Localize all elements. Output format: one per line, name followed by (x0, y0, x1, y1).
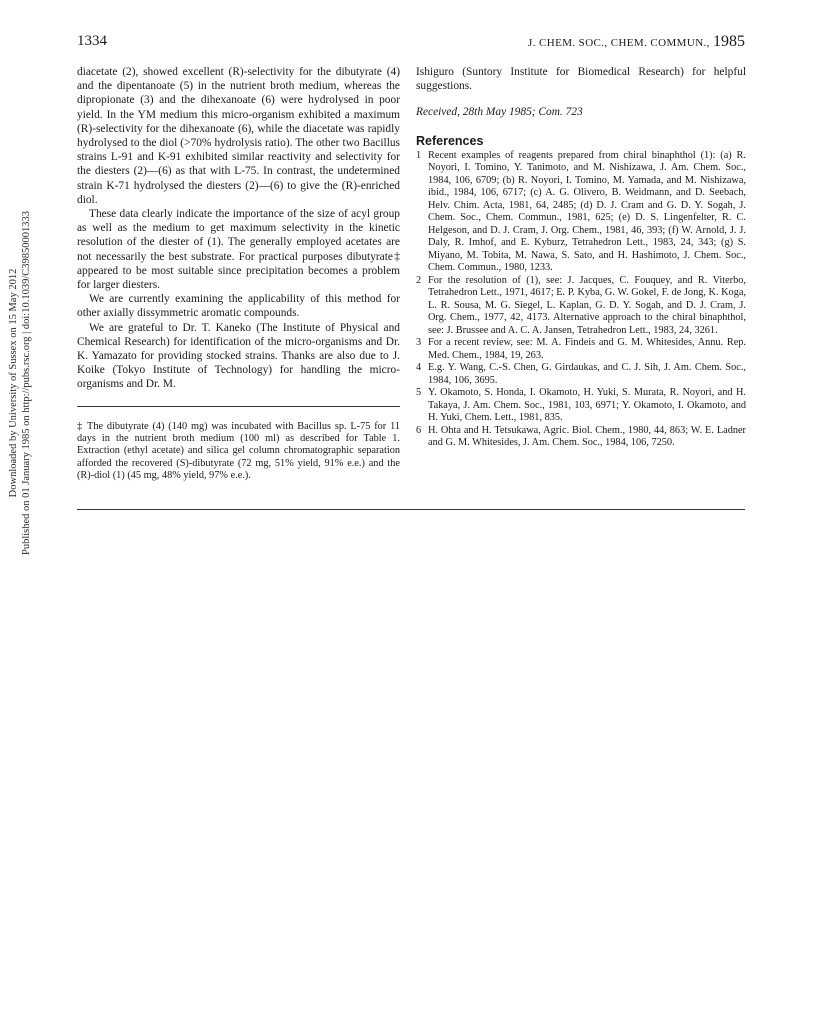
reference-list (416, 150, 746, 450)
download-watermark (4, 158, 36, 608)
reference-item: 1 Recent examples of reagents prepared from chiral binaphthol (1): (a) R. Noyori, I. Tomino, Y. Tanimoto, and M. Nishizawa, J. Am. Chem. Soc., 1984, 106, 6709; (b) R. Noyori, I. Tomino, M. Yamada, and M. Nishizawa, ibid., 1984, 106, 6717; (c) A. G. Olivero, B. Weidmann, and D. Seebach, Helv. Chim. Acta, 1981, 64, 2485; (d) D. J. Cram and G. D. Y. Sogah, J. Chem. Soc., Chem. Commun., 1981, 625; (e) D. S. Lingenfelter, R. C. Helgeson, and D. J. Cram, J. Org. Chem., 1981, 46, 393; (f) W. Arnold, J. J. Daly, R. Imhof, and E. Kyburz, Tetrahedron Lett., 1983, 24, 343; (g) S. Miyano, M. Tobita, M. Nawa, S. Sato, and H. Hashimoto, J. Chem. Soc., Chem. Commun., 1980, 1233. (416, 149, 746, 274)
reference-item: 5 Y. Okamoto, S. Honda, I. Okamoto, H. Yuki, S. Murata, R. Noyori, and H. Takaya, J. Am. Chem. Soc., 1981, 103, 6971; Y. Okamoto, I. Okamoto, and H. Yuki, Chem. Lett., 1981, 835. (416, 387, 746, 424)
reference-item: 6 H. Ohta and H. Tetsukawa, Agric. Biol. Chem., 1980, 44, 863; W. E. Ladner and G. M. Whitesides, J. Am. Chem. Soc., 1984, 106, 7250. (416, 424, 746, 449)
journal-year: 1985 (713, 33, 745, 50)
page-bottom-rule (77, 509, 745, 510)
references-heading: References (416, 133, 484, 148)
reference-item: 4 E.g. Y. Wang, C.-S. Chen, G. Girdaukas, and C. J. Sih, J. Am. Chem. Soc., 1984, 106, 3695. (416, 362, 746, 386)
page-number: 1334 (77, 33, 107, 49)
body-paragraph-1: diacetate (2), showed excellent (R)-selectivity for the dibutyrate (4) and the dipentanoate (5) in the nutrient broth medium, whereas the dipropionate (3) and the dihexanoate (6) were hydrolysed in poor yield. In the YM medium this micro-organism exhibited a maximum (R)-selectivity for the dihexanoate (6), while the diacetate was rapidly hydrolysed to the diol (>70% hydrolysis ratio). The other two Bacillus strains L-91 and K-91 exhibited similar reactivity and selectivity for the diesters (2)—(6) as that with L-75. In contrast, the undetermined strain K-71 hydrolysed the diesters (2)—(6) to give the (R)-enriched diol. (77, 66, 400, 206)
body-paragraph-2: These data clearly indicate the importance of the size of acyl group as well as the medium to get maximum selectivity in the kinetic resolution of the diester of (1). The generally employed acetates are not necessarily the best substrate. For practical purposes dibutyrate‡ appeared to be most suitable since precipitation becomes a problem for larger diesters. (77, 208, 400, 292)
received-date: Received, 28th May 1985; Com. 723 (416, 106, 583, 119)
page-header (77, 33, 745, 57)
body-paragraph-3: We are currently examining the applicability of this method for other axially dissymmetric aromatic compounds. (77, 293, 400, 320)
left-column (77, 65, 400, 483)
publication-note: Published on 01 January 1985 on http://pubs.rsc.org | doi:10.1039/C39850001333 (21, 210, 32, 556)
journal-name: J. CHEM. SOC., CHEM. COMMUN., (528, 37, 710, 49)
journal-header (528, 33, 745, 51)
acknowledgements: We are grateful to Dr. T. Kaneko (The Institute of Physical and Chemical Research) for identification of the micro-organisms and Dr. K. Yamazato for providing stocked strains. Thanks are also due to J. Koike (Tokyo Institute of Technology) for handling the micro-organisms and Dr. M. (77, 321, 400, 391)
footnote: ‡ The dibutyrate (4) (140 mg) was incubated with Bacillus sp. L-75 for 11 days in the nutrient broth medium (100 ml) as described for Table 1. Extraction (ethyl acetate) and silica gel column chromatographic separation afforded the recovered (S)-dibutyrate (72 mg, 51% yield, 91% e.e.) and the (R)-diol (1) (45 mg, 48% yield, 97% e.e.). (77, 420, 400, 482)
right-column (416, 65, 746, 450)
download-note: Downloaded by University of Sussex on 15 May 2012 (8, 268, 19, 498)
footnote-divider (77, 406, 400, 407)
reference-item: 3 For a recent review, see: M. A. Findeis and G. M. Whitesides, Annu. Rep. Med. Chem., 1984, 19, 263. (416, 337, 746, 361)
acknowledgements-continued: Ishiguro (Suntory Institute for Biomedical Research) for helpful suggestions. (416, 66, 746, 93)
reference-item: 2 For the resolution of (1), see: J. Jacques, C. Fouquey, and R. Viterbo, Tetrahedron Lett., 1971, 4617; E. P. Kyba, G. W. Gokel, F. de Jong, K. Koga, L. R. Sousa, M. G. Siegel, L. Kaplan, G. D. Y. Sogah, and D. J. Cram, J. Org. Chem., 1977, 42, 4173. Alternative approach to the chiral binaphthol, see: J. Brussee and A. C. A. Jansen, Tetrahedron Lett., 1983, 24, 3261. (416, 274, 746, 336)
